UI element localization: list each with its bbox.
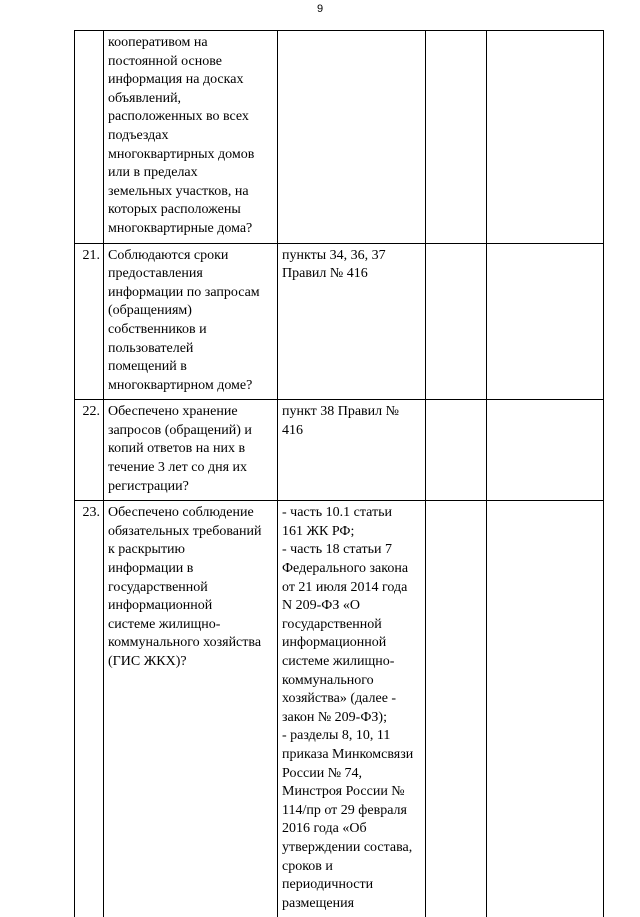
answer-cell[interactable]: [426, 400, 487, 501]
legal-reference-line: 416: [282, 422, 422, 441]
legal-reference-line: пункт 38 Правил №: [282, 403, 422, 422]
table-row: [75, 501, 604, 917]
legal-reference-line: системе жилищно-: [282, 653, 422, 672]
question-text-line: многоквартирном доме?: [108, 377, 274, 396]
answer-cell[interactable]: [426, 501, 487, 917]
legal-reference-line: России № 74,: [282, 765, 422, 784]
row-number-cell: 21.: [75, 243, 104, 400]
notes-cell[interactable]: [487, 31, 604, 244]
checklist-table-body: [75, 31, 604, 917]
question-text-line: расположенных во всех: [108, 108, 274, 127]
question-text-line: информация на досках: [108, 71, 274, 90]
question-text-line: (обращениям): [108, 302, 274, 321]
notes-cell[interactable]: [487, 501, 604, 917]
question-text-line: информации в: [108, 560, 274, 579]
legal-reference-cell: [278, 501, 426, 917]
question-text-line: многоквартирные дома?: [108, 220, 274, 239]
legal-reference-line: хозяйства» (далее -: [282, 690, 422, 709]
question-text-line: пользователей: [108, 340, 274, 359]
answer-cell[interactable]: [426, 31, 487, 244]
legal-reference-line: N 209-ФЗ «О: [282, 597, 422, 616]
question-text-line: Соблюдаются сроки: [108, 247, 274, 266]
question-text-line: предоставления: [108, 265, 274, 284]
legal-reference-line: информационной: [282, 634, 422, 653]
question-text-line: или в пределах: [108, 164, 274, 183]
legal-reference-line: - часть 18 статьи 7: [282, 541, 422, 560]
question-text-line: (ГИС ЖКХ)?: [108, 653, 274, 672]
question-text-line: информационной: [108, 597, 274, 616]
row-number-cell: 23.: [75, 501, 104, 917]
question-text-line: обязательных требований: [108, 523, 274, 542]
row-number-cell: [75, 31, 104, 244]
legal-reference-cell: [278, 31, 426, 244]
legal-reference-line: 161 ЖК РФ;: [282, 523, 422, 542]
question-text-line: коммунального хозяйства: [108, 634, 274, 653]
legal-reference-line: 2016 года «Об: [282, 820, 422, 839]
legal-reference-line: 114/пр от 29 февраля: [282, 802, 422, 821]
notes-cell[interactable]: [487, 243, 604, 400]
table-row: [75, 31, 604, 244]
legal-reference-cell: [278, 400, 426, 501]
legal-reference-line: - разделы 8, 10, 11: [282, 727, 422, 746]
question-text-line: многоквартирных домов: [108, 146, 274, 165]
question-cell: [104, 400, 278, 501]
notes-cell[interactable]: [487, 400, 604, 501]
question-text-line: государственной: [108, 579, 274, 598]
page-number: 9: [0, 2, 640, 16]
legal-reference-line: периодичности: [282, 876, 422, 895]
question-text-line: запросов (обращений) и: [108, 422, 274, 441]
legal-reference-line: утверждении состава,: [282, 839, 422, 858]
table-row: [75, 243, 604, 400]
question-text-line: системе жилищно-: [108, 616, 274, 635]
checklist-table: [74, 30, 604, 917]
legal-reference-line: от 21 июля 2014 года: [282, 579, 422, 598]
question-text-line: копий ответов на них в: [108, 440, 274, 459]
question-cell: [104, 243, 278, 400]
answer-cell[interactable]: [426, 243, 487, 400]
question-text-line: земельных участков, на: [108, 183, 274, 202]
legal-reference-line: закон № 209-ФЗ);: [282, 709, 422, 728]
legal-reference-line: сроков и: [282, 858, 422, 877]
legal-reference-line: пункты 34, 36, 37: [282, 247, 422, 266]
question-text-line: течение 3 лет со дня их: [108, 459, 274, 478]
legal-reference-line: Федерального закона: [282, 560, 422, 579]
question-text-line: которых расположены: [108, 201, 274, 220]
legal-reference-line: размещения: [282, 895, 422, 914]
row-number-cell: 22.: [75, 400, 104, 501]
question-cell: [104, 501, 278, 917]
question-text-line: кооперативом на: [108, 34, 274, 53]
legal-reference-line: Минстроя России №: [282, 783, 422, 802]
question-text-line: помещений в: [108, 358, 274, 377]
question-text-line: Обеспечено хранение: [108, 403, 274, 422]
question-text-line: объявлений,: [108, 90, 274, 109]
question-cell: [104, 31, 278, 244]
legal-reference-line: коммунального: [282, 672, 422, 691]
question-text-line: собственников и: [108, 321, 274, 340]
question-text-line: Обеспечено соблюдение: [108, 504, 274, 523]
legal-reference-cell: [278, 243, 426, 400]
question-text-line: регистрации?: [108, 478, 274, 497]
legal-reference-line: - часть 10.1 статьи: [282, 504, 422, 523]
question-text-line: информации по запросам: [108, 284, 274, 303]
table-row: [75, 400, 604, 501]
legal-reference-line: государственной: [282, 616, 422, 635]
legal-reference-line: Правил № 416: [282, 265, 422, 284]
question-text-line: подъездах: [108, 127, 274, 146]
legal-reference-line: приказа Минкомсвязи: [282, 746, 422, 765]
question-text-line: к раскрытию: [108, 541, 274, 560]
question-text-line: постоянной основе: [108, 53, 274, 72]
